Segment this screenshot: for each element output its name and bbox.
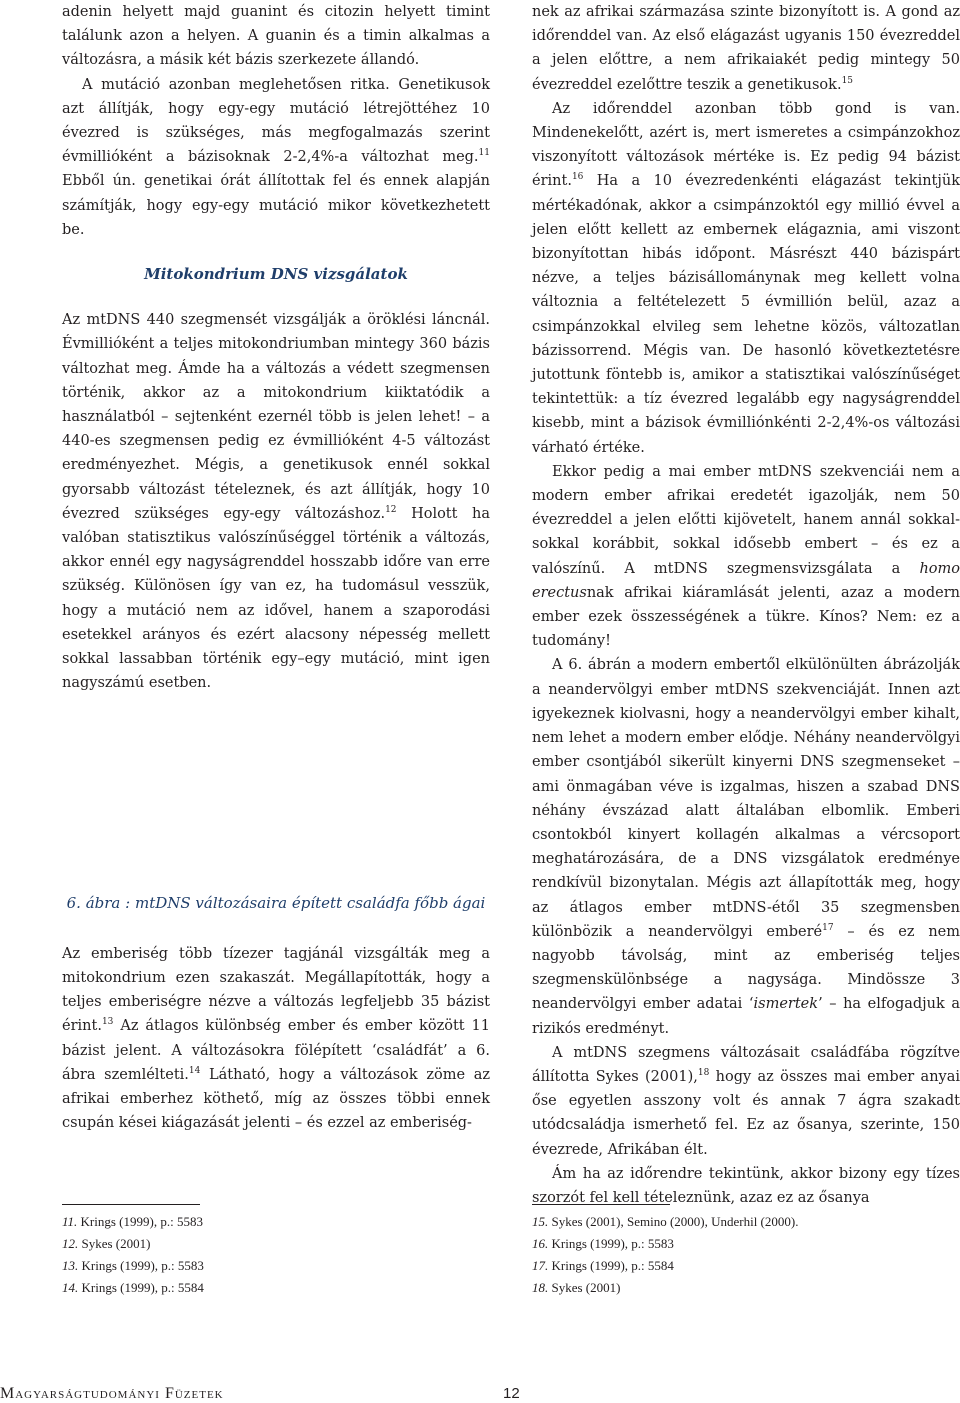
page-number: 12 <box>503 1385 520 1402</box>
footnote-rule <box>62 1204 200 1205</box>
footnote: 11. Krings (1999), p.: 5583 <box>62 1214 203 1229</box>
paragraph: Az emberiség több tízezer tagjánál vizsgálták meg a mitokondrium ezen szakaszát. Megállapították, hogy a teljes emberiségre nézve a változás legfeljebb 35 bázist érint.$^{13}$ Az átlagos különbség ember és ember között 11 bázist jelent. A változásokra fölépített ‘családfát’ a 6. ábra szemlélteti.$^{14}$ Látható, hogy a változások zöme az afrikai emberhez köthető, míg az összes többi ennek csupán kései kiágazását jelenti – és ezzel az emberiség- <box>62 945 490 1132</box>
right-column <box>532 0 960 1210</box>
footnote-ref[interactable]: 12 <box>385 504 397 515</box>
paragraph: Ám ha az időrendre tekintünk, akkor bizony egy tízes szorzót fel kell tételeznünk, azaz ez az ősanya <box>532 1165 960 1206</box>
paragraph: Az időrenddel azonban több gond is van. Mindenekelőtt, azért is, mert ismeretes a csimpánzokhoz viszonyított változások mértéke is. Ez pedig 94 bázist érint.$^{16}$ Ha a 10 évezredenkénti elágazást tekintjük mértékadónak, akkor a csimpánzoktól egy millió évvel a jelen előtt kellett az embernek elágaznia, ami viszont bizonyítottan hibás időpont. Másrészt 440 bázispárt nézve, a teljes bázisállománynak meg kellett volna változnia a feltételezett 5 évmillión belül, azaz a csimpánzokkal elvileg sem lehetne közös, változatlan bázissorrend. Mégis van. De hasonló következtetésre jutottunk föntebb is, amikor a statisztikai valószínűséget tekintettük: a tíz évezred legalább egy nagyságrenddel kisebb, mint a bázisok évmilliónkénti 2-2,4%-os változási várható értéke. <box>532 100 960 456</box>
footnotes-right <box>532 1211 798 1299</box>
paragraph: nek az afrikai származása szinte bizonyított is. A gond az időrenddel van. Az első elágazást ugyanis 150 évezreddel a jelen előttre, a nem afrikaiakét pedig mintegy 50 évezreddel ezelőttre teszik a genetikusok.$^{15}$ <box>532 4 960 93</box>
paragraph: Az mtDNS 440 szegmensét vizsgálják a öröklési láncnál. Évmillióként a teljes mitokondriumban mintegy 360 bázis változhat meg. Ámde ha a változás a védett szegmensen történik, akkor az a mitokondrium kiiktatódik a használatból – sejtenként ezernél több is jelen lehet! – a 440-es szegmensen pedig ez évmillióként 4-5 változást eredményezhet. Mégis, a genetikusok ennél sokkal gyorsabb változást tételeznek, és azt állítják, hogy 10 évezred szükséges egy-egy változáshoz.$^{12}$ Holott ha valóban statisztikus valószínűséggel történik a változás, akkor ennél egy nagyságrenddel hosszabb időre van erre szükség. Különösen így van ez, ha tudomásul vesszük, hogy a mutáció nem az idővel, hanem a szaporodási esetekkel arányos és ezért alacsony népesség mellett sokkal lassabban történik egy–egy mutáció, mint igen nagyszámú esetben. <box>62 312 490 692</box>
figure-caption: 6. ábra : mtDNS változásaira épített családfa főbb ágai <box>66 894 486 913</box>
italic-term: homo erectus <box>532 560 960 601</box>
footnote-ref[interactable]: 11 <box>478 148 490 159</box>
footnote-ref[interactable]: 18 <box>697 1067 710 1078</box>
section-heading: Mitokondrium DNS vizsgálatok <box>144 265 408 284</box>
footnote: 15. Sykes (2001), Semino (2000), Underhil (2000). <box>532 1214 799 1229</box>
paragraph: A mtDNS szegmens változásait családfába rögzítve állította Sykes (2001),$^{18}$ hogy az összes mai ember anyai őse egyetlen asszony volt és annak 7 ágra szakadt utódcsaládja ismerhető fel. Ez az ősanya, szerinte, 150 évezrede, Afrikában élt. <box>532 1044 960 1158</box>
paragraph: A mutáció azonban meglehetősen ritka. Genetikusok azt állítják, hogy egy-egy mutáció létrejöttéhez 10 évezred is szükséges, más megfogalmazás szerint évmillióként a bázisoknak 2-2,4%-a változhat meg.$^{11}$ Ebből ún. genetikai órát állítottak fel és ennek alapján számítják, hogy egy-egy mutáció mikor következhetett be. <box>62 76 490 238</box>
footnote: 13. Krings (1999), p.: 5583 <box>62 1258 204 1273</box>
paragraph: adenin helyett majd guanint és citozin helyett timint találunk azon a helyen. A guanin és a timin alkalmas a változásra, a másik két bázis szerkezete állandó. <box>62 4 490 69</box>
italic-term: ismertek <box>753 996 819 1013</box>
footnote-ref[interactable]: 15 <box>841 75 854 86</box>
left-column <box>62 0 490 1135</box>
footnote-ref[interactable]: 16 <box>571 172 584 183</box>
footnote-ref[interactable]: 14 <box>188 1065 201 1076</box>
figure-area <box>62 695 490 891</box>
footnote: 16. Krings (1999), p.: 5583 <box>532 1236 674 1251</box>
footnote: 17. Krings (1999), p.: 5584 <box>532 1258 674 1273</box>
paragraph: Ekkor pedig a mai ember mtDNS szekvenciái nem a modern ember afrikai eredetét igazolják, nem 50 évezreddel a jelen előtti kijövetelt, hanem annál sokkal-sokkal korábbit, sokkal idősebb embert – és ez a valószínű. A mtDNS szegmensvizsgálata a homo erectusnak afrikai kiáramlását jelenti, azaz a modern ember ezek összességének a tükre. Kínos? Nem: ez a tudomány! <box>532 463 960 650</box>
footnote: 18. Sykes (2001) <box>532 1280 621 1295</box>
footnote-ref[interactable]: 13 <box>101 1017 114 1028</box>
footnote: 12. Sykes (2001) <box>62 1236 151 1251</box>
footnote-ref[interactable]: 17 <box>822 922 834 933</box>
footnote-rule <box>532 1204 670 1205</box>
footnote: 14. Krings (1999), p.: 5584 <box>62 1280 204 1295</box>
paragraph: A 6. ábrán a modern embertől elkülönülten ábrázolják a neandervölgyi ember mtDNS szekvenciáját. Innen azt igyekeznek kiolvasni, hogy a neandervölgyi ember kihalt, nem lehet a modern ember elődje. Néhány neandervölgyi ember csontjából sikerült kinyerni DNS szegmenseket – ami önmagában véve is izgalmas, hiszen a szabad DNS néhány évszázad alatt általában elbomlik. Emberi csontokból kinyert kollagén alkalmas a vércsoport meghatározására, de a DNS vizsgálatok eredménye rendkívül bizonytalan. Mégis azt állapították meg, hogy az átlagos ember mtDNS-étől 35 szegmensben különbözik a neandervölgyi emberé$^{17}$ – és ez nem nagyobb távolság, mint az emberiség teljes szegmenskülönbsége a nagysága. Mindössze 3 neandervölgyi ember adatai ‘ismertek’ – ha elfogadjuk a rizikós eredményt. <box>532 657 960 1037</box>
footnotes-left <box>62 1211 204 1299</box>
journal-title: Magyarságtudományi Füzetek <box>0 1385 224 1402</box>
